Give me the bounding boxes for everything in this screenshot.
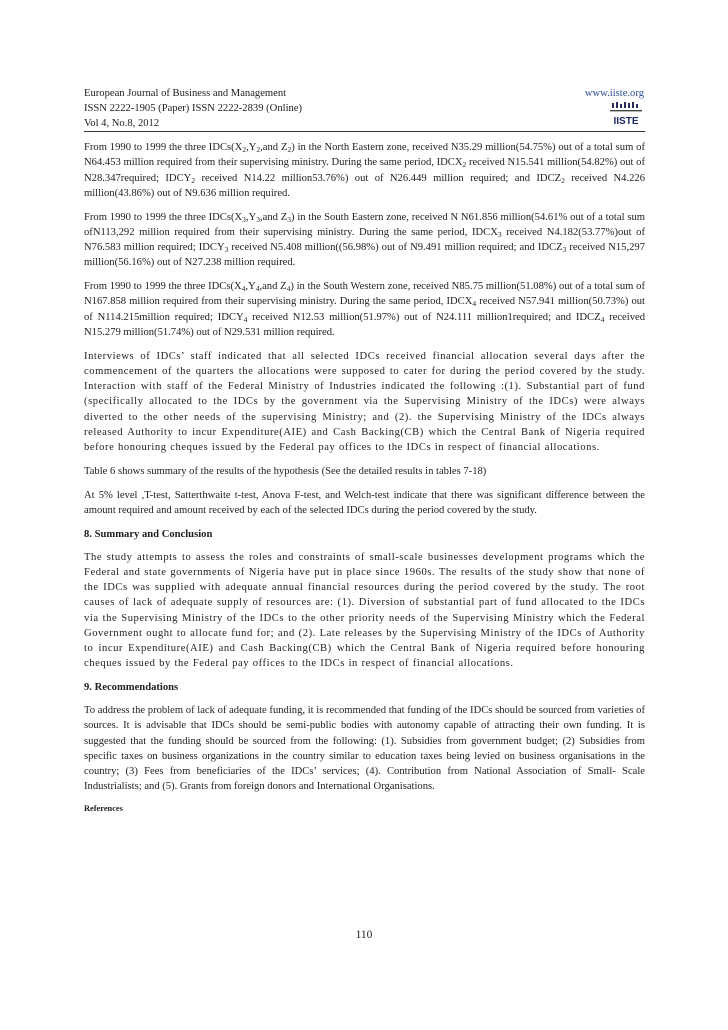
volume-line: Vol 4, No.8, 2012 bbox=[84, 118, 160, 129]
paragraph-interviews: Interviews of IDCs’ staff indicated that all selected IDCs received financial allocation several days after the commencement of the quarters the allocations were supposed to cater for during the period covered by the study. Interaction with staff of the Federal Ministry of Industries indicated the following :(1). Substantial part of fund (specifically allocated to the IDCs by the government via the Supervising Ministry of the IDCs) were always diverted to the other needs of the supervising Ministry; and (2). the Supervising Ministry of the IDCs always released Authority to incur Expenditure(AIE) and Cash Backing(CB) which the Central Bank of Nigeria required before honouring cheques issued by the Federal pay offices to the IDCs in respect of financial allocations. bbox=[84, 350, 645, 453]
journal-url-link[interactable]: www.iiste.org bbox=[584, 88, 644, 99]
section-9-text: To address the problem of lack of adequate funding, it is recommended that funding of the IDCs should be sourced from varieties of sources. It is advisable that IDCs should be semi-public bodies with autonomy capable of attracting their own funding. It is suggested that the funding should be sourced from the following: (1). Subsidies from government budget; (2) Subsidies from specific taxes on business organizations in the country similar to education taxes being levied on business organisations in the country; (3) Fees from beneficiaries of the IDCs’ services; (4). Contribution from National Association of Small- Scale Industrialists; and (5). Grants from foreign donors and International Organisations. bbox=[84, 705, 645, 793]
paragraph-table-6: Table 6 shows summary of the results of the hypothesis (See the detailed results in tables 7-18) bbox=[84, 465, 487, 477]
paragraph-tests: At 5% level ,T-test, Satterthwaite t-test, Anova F-test, and Welch-test indicate that there was significant difference between the amount required and amount received by each of the selected IDCs during the period covered by the study. bbox=[84, 489, 645, 516]
references-heading: References bbox=[84, 804, 123, 813]
page-body bbox=[84, 140, 645, 815]
page bbox=[84, 0, 646, 813]
paragraph-south-eastern: From 1990 to 1999 the three $IDCs(X_3,Y_3,and$ $Z_3$) in the South Eastern zone, received N N61.856 million(54.61% out of a total sum ofN113,292 million required from their supervising ministry. During the same period, $IDCX_3$ received N4.182(53.77%)out of N76.583 million required; $IDCY_3$ received N5.408 million((56.98%) out of N9.491 million required; and $IDCZ_3$ received N15,297 million(56.16%) out of N27.238 million required. bbox=[84, 211, 646, 269]
section-9-heading: 9. Recommendations bbox=[84, 682, 179, 693]
page-number: 110 bbox=[355, 929, 373, 941]
issn-line: ISSN 2222-1905 (Paper) ISSN 2222-2839 (Online) bbox=[84, 103, 303, 114]
header-rule bbox=[84, 131, 645, 132]
journal-name: European Journal of Business and Management bbox=[84, 88, 287, 99]
section-8-text: The study attempts to assess the roles and constraints of small-scale businesses development programs which the Federal and state governments of Nigeria have put in place since 1960s. The results of the study show that none of the IDCs was supplied with adequate annual financial resources during the period covered by the study. The root causes of lack of adequate supply of resources are: (1). Diversion of substantial part of fund allocated to the IDCs via the Supervising Ministry of the IDCs to the other priority needs of the Supervising Ministry which the Federal Government ought to allocate fund for; and (2). Late releases by the Supervising Ministry of the IDCs of Authority to incur Expenditure(AIE) and Cash Backing(CB) which the Central Bank of Nigeria required before honouring cheques issued by the Federal pay offices to the IDCs in respect of financial allocations. bbox=[84, 551, 645, 670]
section-8-heading: 8. Summary and Conclusion bbox=[84, 528, 213, 540]
svg-text:IISTE: IISTE bbox=[613, 116, 639, 126]
running-header bbox=[84, 0, 645, 128]
paragraph-south-western: From 1990 to 1999 the three $IDCs(X_4,Y_4,and$ $Z_4$) in the South Western zone, received N85.75 million(51.08%) out of a total sum of N167.858 million required from their supervising ministry. During the same period, $IDCX_4$ received N57.941 million(50.73%) out of N114.215million required; $IDCY_4$ received N12.53 million(51.97%) out of N24.111 million1required; and $IDCZ_4$ received N15.279 million(51.74%) out of N29.531 million required. bbox=[84, 281, 645, 338]
iiste-logo bbox=[609, 102, 643, 126]
paragraph-north-eastern: From 1990 to 1999 the three $IDCs(X_2,Y_2,and$ $Z_2$) in the North Eastern zone, received N35.29 million(54.75%) out of a total sum of N64.453 million required from their supervising ministry. During the same period, $IDCX_2$ received N15.541 million(54.82%) out of N28.347required; $IDCY_2$ received N14.22 million53.76%) out of N26.449 million required; and $IDCZ_2$ received N4.226 million(43.86%) out of N9.636 million required. bbox=[84, 142, 645, 199]
